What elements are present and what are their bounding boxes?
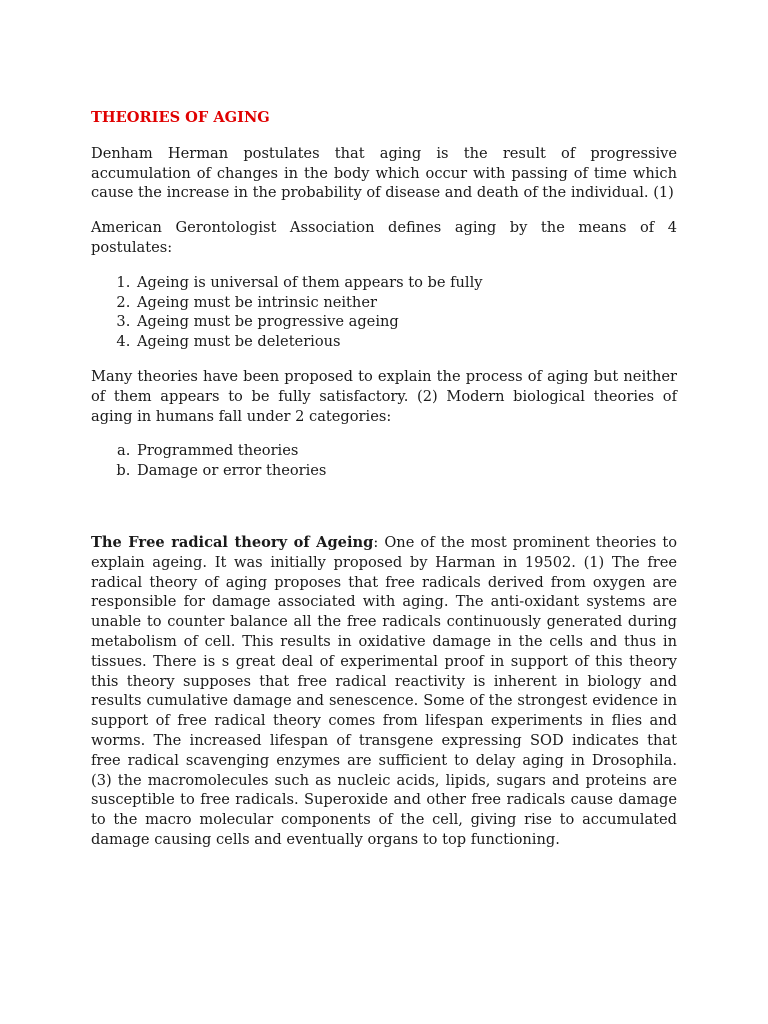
list-item: 3. Ageing must be progressive ageing	[135, 312, 677, 332]
paragraph-gerontologist: American Gerontologist Association defines aging by the means of 4 postulates:	[91, 219, 677, 256]
postulates-list	[91, 273, 677, 352]
list-item: 2. Ageing must be intrinsic neither	[135, 293, 677, 313]
list-item: 4. Ageing must be deleterious	[135, 332, 677, 352]
document-title: THEORIES OF AGING	[91, 109, 270, 126]
paragraph-free-radical	[91, 533, 677, 850]
section-spacer	[91, 496, 677, 533]
free-radical-body: : One of the most prominent theories to explain ageing. It was initially proposed by Harman in 19502. (1) The free radical theory of aging proposes that free radicals derived from oxygen are responsible for damage associated with aging. The anti-oxidant systems are unable to counter balance all the free radicals continuously generated during metabolism of cell. This results in oxidative damage in the cells and thus in tissues. There is s great deal of experimental proof in support of this theory this theory supposes that free radical reactivity is inherent in biology and results cumulative damage and senescence. Some of the strongest evidence in support of free radical theory comes from lifespan experiments in flies and worms. The increased lifespan of transgene expressing SOD indicates that free radical scavenging enzymes are sufficient to delay aging in Drosophila. (3) the macromolecules such as nucleic acids, lipids, sugars and proteins are susceptible to free radicals. Superoxide and other free radicals cause damage to the macro molecular components of the cell, giving rise to accumulated damage causing cells and eventually organs to top functioning.	[91, 533, 677, 848]
free-radical-heading: The Free radical theory of Ageing	[91, 533, 374, 551]
list-item: 1. Ageing is universal of them appears to be fully	[135, 273, 677, 293]
categories-list	[91, 441, 677, 481]
list-item: b. Damage or error theories	[135, 461, 677, 481]
paragraph-theories: Many theories have been proposed to explain the process of aging but neither of them appears to be fully satisfactory. (2) Modern biological theories of aging in humans fall under 2 categories:	[91, 367, 677, 425]
paragraph-herman: Denham Herman postulates that aging is the result of progressive accumulation of changes in the body which occur with passing of time which cause the increase in the probability of disease and death of the individual. (1)	[91, 144, 677, 202]
list-item: a. Programmed theories	[135, 441, 677, 461]
document-page	[91, 108, 677, 865]
